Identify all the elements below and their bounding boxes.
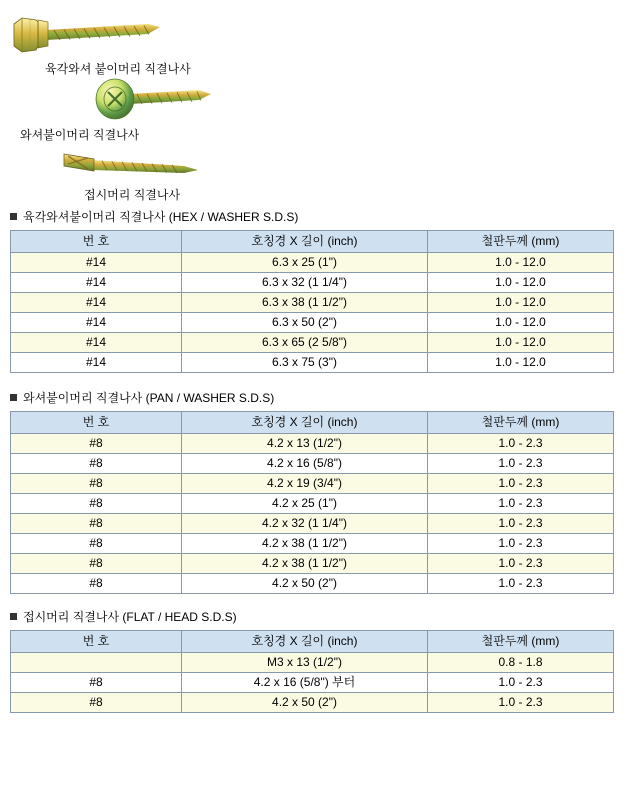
table-row <box>11 333 614 353</box>
cell-thickness: 1.0 - 2.3 <box>428 554 614 574</box>
table-row <box>11 474 614 494</box>
hex-washer-head-screw-image <box>8 10 168 62</box>
cell-number: #8 <box>11 454 182 474</box>
cell-number: #14 <box>11 253 182 273</box>
square-bullet-icon <box>10 394 17 401</box>
cell-thickness: 1.0 - 2.3 <box>428 534 614 554</box>
cell-size: 6.3 x 75 (3") <box>182 353 428 373</box>
flat-head-screw-image <box>62 146 212 186</box>
cell-number: #8 <box>11 434 182 454</box>
cell-size: 4.2 x 38 (1 1/2") <box>182 554 428 574</box>
table-row <box>11 313 614 333</box>
cell-size: 4.2 x 32 (1 1/4") <box>182 514 428 534</box>
cell-size: 4.2 x 50 (2") <box>182 693 428 713</box>
square-bullet-icon <box>10 213 17 220</box>
cell-thickness: 1.0 - 2.3 <box>428 514 614 534</box>
section-flat-head <box>0 608 628 713</box>
cell-thickness: 1.0 - 2.3 <box>428 693 614 713</box>
table-row <box>11 673 614 693</box>
cell-number: #8 <box>11 693 182 713</box>
column-header-thickness: 철판두께 (mm) <box>428 231 614 253</box>
table-row <box>11 454 614 474</box>
cell-thickness: 0.8 - 1.8 <box>428 653 614 673</box>
section-hex-washer <box>0 208 628 373</box>
table-row <box>11 434 614 454</box>
cell-thickness: 1.0 - 12.0 <box>428 353 614 373</box>
pan-washer-head-screw-caption: 와셔붙이머리 직결나사 <box>20 128 140 142</box>
table-header-row <box>11 412 614 434</box>
section-title-pan-washer <box>0 389 628 411</box>
cell-size: 4.2 x 38 (1 1/2") <box>182 534 428 554</box>
cell-thickness: 1.0 - 12.0 <box>428 313 614 333</box>
cell-number: #8 <box>11 554 182 574</box>
section-title-flat-head <box>0 608 628 630</box>
table-row <box>11 293 614 313</box>
column-header-number: 번 호 <box>11 412 182 434</box>
cell-thickness: 1.0 - 2.3 <box>428 574 614 594</box>
cell-number: #8 <box>11 534 182 554</box>
cell-number: #8 <box>11 574 182 594</box>
cell-thickness: 1.0 - 2.3 <box>428 434 614 454</box>
cell-size: 4.2 x 16 (5/8") <box>182 454 428 474</box>
table-header-row <box>11 631 614 653</box>
column-header-size: 호칭경 X 길이 (inch) <box>182 412 428 434</box>
cell-size: 6.3 x 25 (1") <box>182 253 428 273</box>
cell-number: #8 <box>11 673 182 693</box>
spec-table-pan-washer <box>10 411 614 594</box>
cell-thickness: 1.0 - 12.0 <box>428 253 614 273</box>
cell-number: #8 <box>11 514 182 534</box>
cell-thickness: 1.0 - 12.0 <box>428 333 614 353</box>
cell-thickness: 1.0 - 12.0 <box>428 293 614 313</box>
column-header-number: 번 호 <box>11 231 182 253</box>
cell-size: M3 x 13 (1/2") <box>182 653 428 673</box>
table-row <box>11 693 614 713</box>
table-row <box>11 653 614 673</box>
cell-size: 4.2 x 50 (2") <box>182 574 428 594</box>
pan-washer-head-screw-image <box>95 78 215 122</box>
cell-thickness: 1.0 - 2.3 <box>428 474 614 494</box>
cell-size: 6.3 x 32 (1 1/4") <box>182 273 428 293</box>
section-pan-washer <box>0 389 628 594</box>
cell-number: #14 <box>11 313 182 333</box>
cell-size: 4.2 x 13 (1/2") <box>182 434 428 454</box>
cell-size: 6.3 x 65 (2 5/8") <box>182 333 428 353</box>
cell-size: 4.2 x 16 (5/8") 부터 <box>182 673 428 693</box>
column-header-size: 호칭경 X 길이 (inch) <box>182 231 428 253</box>
table-row <box>11 514 614 534</box>
cell-number: #8 <box>11 474 182 494</box>
cell-number: #8 <box>11 494 182 514</box>
section-title-text: 육각와셔붙이머리 직결나사 (HEX / WASHER S.D.S) <box>23 210 299 224</box>
cell-size: 4.2 x 19 (3/4") <box>182 474 428 494</box>
table-header-row <box>11 231 614 253</box>
cell-number: #14 <box>11 353 182 373</box>
table-row <box>11 494 614 514</box>
column-header-thickness: 철판두께 (mm) <box>428 412 614 434</box>
cell-number: #14 <box>11 333 182 353</box>
section-title-hex-washer <box>0 208 628 230</box>
table-row <box>11 554 614 574</box>
cell-number: #14 <box>11 293 182 313</box>
column-header-size: 호칭경 X 길이 (inch) <box>182 631 428 653</box>
table-row <box>11 253 614 273</box>
spec-table-flat-head <box>10 630 614 713</box>
cell-thickness: 1.0 - 2.3 <box>428 673 614 693</box>
cell-size: 6.3 x 38 (1 1/2") <box>182 293 428 313</box>
table-row <box>11 273 614 293</box>
cell-thickness: 1.0 - 12.0 <box>428 273 614 293</box>
column-header-thickness: 철판두께 (mm) <box>428 631 614 653</box>
spec-table-hex-washer <box>10 230 614 373</box>
cell-size: 4.2 x 25 (1") <box>182 494 428 514</box>
cell-size: 6.3 x 50 (2") <box>182 313 428 333</box>
section-title-text: 접시머리 직결나사 (FLAT / HEAD S.D.S) <box>23 610 237 624</box>
cell-thickness: 1.0 - 2.3 <box>428 494 614 514</box>
product-illustrations <box>0 0 628 208</box>
table-row <box>11 353 614 373</box>
square-bullet-icon <box>10 613 17 620</box>
cell-thickness: 1.0 - 2.3 <box>428 454 614 474</box>
cell-number: #14 <box>11 273 182 293</box>
table-row <box>11 534 614 554</box>
flat-head-screw-caption: 접시머리 직결나사 <box>84 188 181 202</box>
cell-number <box>11 653 182 673</box>
hex-washer-head-screw-caption: 육각와셔 붙이머리 직결나사 <box>45 62 191 76</box>
column-header-number: 번 호 <box>11 631 182 653</box>
section-title-text: 와셔붙이머리 직결나사 (PAN / WASHER S.D.S) <box>23 391 275 405</box>
table-row <box>11 574 614 594</box>
